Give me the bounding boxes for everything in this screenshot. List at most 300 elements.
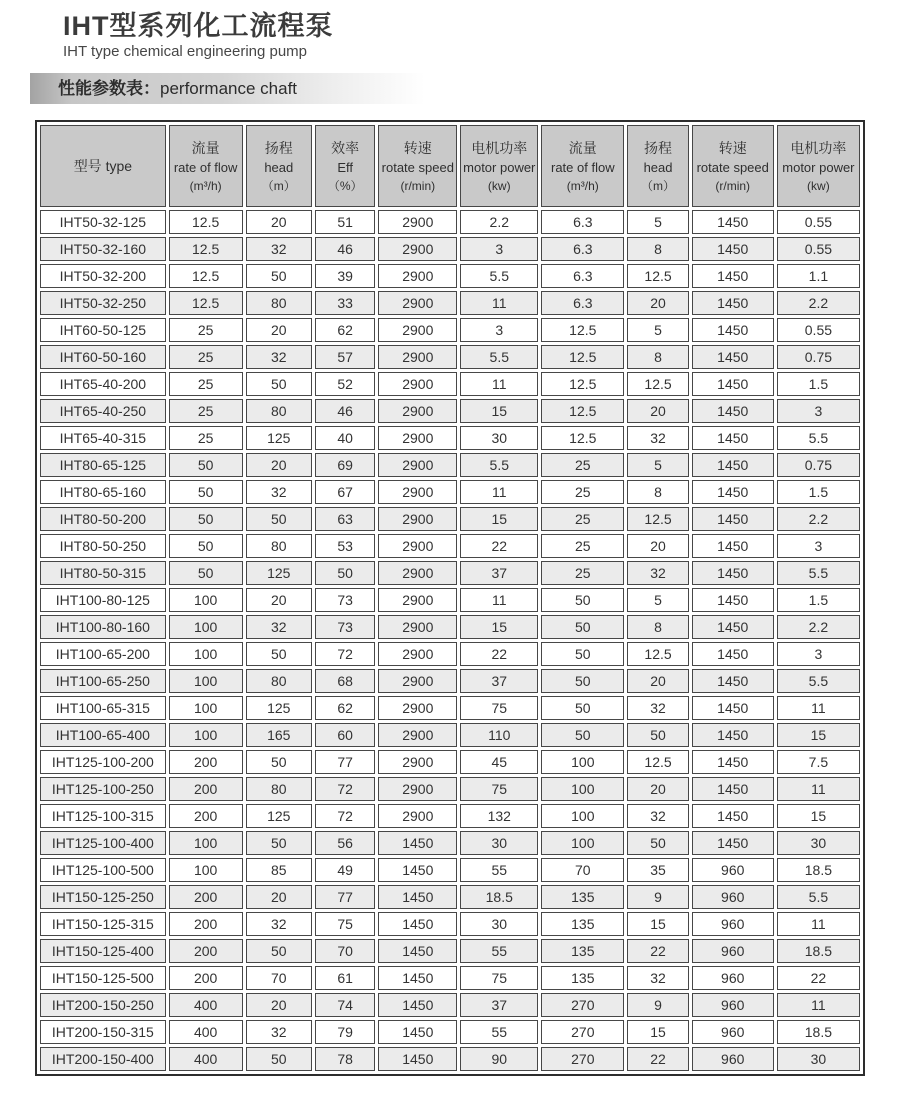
- value-cell: 2900: [378, 642, 457, 666]
- model-cell: IHT125-100-250: [40, 777, 166, 801]
- header-label-en: head: [264, 159, 294, 175]
- value-cell: 20: [627, 777, 688, 801]
- header-label-cn: 转速: [718, 139, 747, 156]
- value-cell: 2900: [378, 507, 457, 531]
- model-cell: IHT150-125-500: [40, 966, 166, 990]
- value-cell: 2900: [378, 372, 457, 396]
- value-cell: 5.5: [777, 426, 860, 450]
- value-cell: 30: [460, 912, 538, 936]
- table-row: [40, 669, 860, 693]
- value-cell: 68: [315, 669, 375, 693]
- table-row: [40, 507, 860, 531]
- model-cell: IHT125-100-200: [40, 750, 166, 774]
- value-cell: 960: [692, 939, 774, 963]
- value-cell: 11: [777, 696, 860, 720]
- model-cell: IHT125-100-400: [40, 831, 166, 855]
- model-cell: IHT65-40-250: [40, 399, 166, 423]
- model-cell: IHT100-65-400: [40, 723, 166, 747]
- value-cell: 5: [627, 453, 688, 477]
- value-cell: 12.5: [627, 750, 688, 774]
- value-cell: 5: [627, 588, 688, 612]
- value-cell: 85: [246, 858, 313, 882]
- value-cell: 1450: [692, 507, 774, 531]
- value-cell: 2900: [378, 804, 457, 828]
- table-row: [40, 1020, 860, 1044]
- model-cell: IHT100-65-200: [40, 642, 166, 666]
- model-cell: IHT80-50-315: [40, 561, 166, 585]
- table-row: [40, 912, 860, 936]
- section-banner: [30, 73, 446, 104]
- model-cell: IHT50-32-250: [40, 291, 166, 315]
- header-cell-0: [40, 125, 166, 207]
- value-cell: 45: [460, 750, 538, 774]
- value-cell: 50: [541, 588, 624, 612]
- value-cell: 960: [692, 858, 774, 882]
- header-cell-9: [777, 125, 860, 207]
- value-cell: 270: [541, 993, 624, 1017]
- value-cell: 1450: [692, 345, 774, 369]
- value-cell: 32: [627, 696, 688, 720]
- model-cell: IHT125-100-315: [40, 804, 166, 828]
- header-label-cn: 流量: [191, 139, 220, 156]
- value-cell: 1450: [692, 480, 774, 504]
- value-cell: 80: [246, 777, 313, 801]
- value-cell: 20: [246, 993, 313, 1017]
- table-row: [40, 588, 860, 612]
- value-cell: 12.5: [541, 426, 624, 450]
- value-cell: 1450: [692, 210, 774, 234]
- value-cell: 32: [246, 345, 313, 369]
- value-cell: 50: [541, 696, 624, 720]
- value-cell: 67: [315, 480, 375, 504]
- table-row: [40, 1047, 860, 1071]
- value-cell: 5.5: [777, 561, 860, 585]
- value-cell: 135: [541, 885, 624, 909]
- value-cell: 11: [777, 777, 860, 801]
- value-cell: 15: [627, 1020, 688, 1044]
- value-cell: 100: [541, 750, 624, 774]
- header-cell-3: [315, 125, 375, 207]
- value-cell: 11: [777, 912, 860, 936]
- value-cell: 30: [777, 831, 860, 855]
- value-cell: 125: [246, 426, 313, 450]
- value-cell: 0.75: [777, 453, 860, 477]
- value-cell: 22: [627, 939, 688, 963]
- value-cell: 32: [627, 561, 688, 585]
- value-cell: 2900: [378, 723, 457, 747]
- value-cell: 1450: [692, 426, 774, 450]
- value-cell: 200: [169, 885, 243, 909]
- value-cell: 12.5: [169, 237, 243, 261]
- header-cell-5: [460, 125, 538, 207]
- value-cell: 25: [541, 507, 624, 531]
- value-cell: 12.5: [627, 372, 688, 396]
- header-cell-1: [169, 125, 243, 207]
- value-cell: 51: [315, 210, 375, 234]
- table-row: [40, 453, 860, 477]
- header-cell-7: [627, 125, 688, 207]
- value-cell: 8: [627, 480, 688, 504]
- value-cell: 32: [246, 237, 313, 261]
- header-unit: (r/min): [715, 178, 751, 193]
- value-cell: 2900: [378, 453, 457, 477]
- value-cell: 200: [169, 939, 243, 963]
- table-row: [40, 237, 860, 261]
- value-cell: 61: [315, 966, 375, 990]
- value-cell: 32: [627, 804, 688, 828]
- value-cell: 50: [246, 264, 313, 288]
- value-cell: 1.5: [777, 372, 860, 396]
- value-cell: 2900: [378, 480, 457, 504]
- value-cell: 1450: [378, 1047, 457, 1071]
- value-cell: 72: [315, 804, 375, 828]
- header-cell-8: [692, 125, 774, 207]
- value-cell: 100: [169, 696, 243, 720]
- table-row: [40, 291, 860, 315]
- value-cell: 110: [460, 723, 538, 747]
- value-cell: 75: [460, 966, 538, 990]
- value-cell: 12.5: [541, 345, 624, 369]
- table-row: [40, 534, 860, 558]
- value-cell: 32: [246, 480, 313, 504]
- value-cell: 70: [315, 939, 375, 963]
- performance-table: [35, 120, 865, 1076]
- value-cell: 2900: [378, 237, 457, 261]
- title-block: [0, 0, 900, 62]
- value-cell: 50: [246, 372, 313, 396]
- value-cell: 1450: [378, 858, 457, 882]
- model-cell: IHT60-50-125: [40, 318, 166, 342]
- value-cell: 80: [246, 291, 313, 315]
- value-cell: 60: [315, 723, 375, 747]
- value-cell: 2.2: [460, 210, 538, 234]
- value-cell: 50: [169, 453, 243, 477]
- value-cell: 5.5: [777, 885, 860, 909]
- header-unit: （m）: [641, 178, 676, 193]
- value-cell: 80: [246, 669, 313, 693]
- value-cell: 1450: [692, 831, 774, 855]
- value-cell: 62: [315, 696, 375, 720]
- value-cell: 25: [169, 426, 243, 450]
- value-cell: 100: [169, 858, 243, 882]
- value-cell: 46: [315, 237, 375, 261]
- value-cell: 22: [460, 534, 538, 558]
- model-cell: IHT150-125-315: [40, 912, 166, 936]
- value-cell: 20: [627, 399, 688, 423]
- value-cell: 50: [315, 561, 375, 585]
- value-cell: 2.2: [777, 507, 860, 531]
- header-label-cn: 扬程: [644, 139, 673, 156]
- value-cell: 12.5: [169, 210, 243, 234]
- value-cell: 77: [315, 750, 375, 774]
- model-cell: IHT100-80-160: [40, 615, 166, 639]
- value-cell: 15: [460, 507, 538, 531]
- value-cell: 1450: [692, 777, 774, 801]
- value-cell: 2.2: [777, 291, 860, 315]
- value-cell: 135: [541, 939, 624, 963]
- value-cell: 100: [169, 723, 243, 747]
- value-cell: 50: [169, 480, 243, 504]
- value-cell: 30: [777, 1047, 860, 1071]
- value-cell: 50: [246, 750, 313, 774]
- table-row: [40, 615, 860, 639]
- value-cell: 69: [315, 453, 375, 477]
- value-cell: 39: [315, 264, 375, 288]
- value-cell: 1.5: [777, 480, 860, 504]
- header-cell-4: [378, 125, 457, 207]
- table-head: [40, 125, 860, 207]
- header-unit: (kw): [807, 178, 830, 193]
- value-cell: 2900: [378, 210, 457, 234]
- model-cell: IHT100-80-125: [40, 588, 166, 612]
- value-cell: 25: [169, 345, 243, 369]
- value-cell: 135: [541, 912, 624, 936]
- value-cell: 15: [460, 615, 538, 639]
- model-cell: IHT80-50-200: [40, 507, 166, 531]
- table-row: [40, 480, 860, 504]
- value-cell: 270: [541, 1020, 624, 1044]
- value-cell: 100: [541, 831, 624, 855]
- value-cell: 960: [692, 1047, 774, 1071]
- value-cell: 15: [460, 399, 538, 423]
- value-cell: 62: [315, 318, 375, 342]
- value-cell: 18.5: [460, 885, 538, 909]
- value-cell: 75: [460, 696, 538, 720]
- model-cell: IHT50-32-200: [40, 264, 166, 288]
- value-cell: 74: [315, 993, 375, 1017]
- header-label-cn: 扬程: [264, 139, 293, 156]
- value-cell: 100: [541, 777, 624, 801]
- header-unit: (kw): [487, 178, 511, 193]
- table-row: [40, 831, 860, 855]
- value-cell: 1450: [692, 318, 774, 342]
- value-cell: 80: [246, 399, 313, 423]
- value-cell: 0.75: [777, 345, 860, 369]
- header-cell-6: [541, 125, 624, 207]
- value-cell: 1450: [692, 264, 774, 288]
- value-cell: 100: [169, 615, 243, 639]
- table-row: [40, 723, 860, 747]
- value-cell: 80: [246, 534, 313, 558]
- table-body: [40, 210, 860, 1071]
- value-cell: 3: [777, 534, 860, 558]
- value-cell: 22: [460, 642, 538, 666]
- value-cell: 25: [541, 480, 624, 504]
- table-row: [40, 264, 860, 288]
- value-cell: 25: [169, 399, 243, 423]
- value-cell: 2900: [378, 264, 457, 288]
- value-cell: 55: [460, 858, 538, 882]
- header-label-en: rotate speed: [696, 159, 769, 175]
- value-cell: 5: [627, 318, 688, 342]
- value-cell: 200: [169, 804, 243, 828]
- table-row: [40, 750, 860, 774]
- value-cell: 9: [627, 993, 688, 1017]
- value-cell: 78: [315, 1047, 375, 1071]
- value-cell: 6.3: [541, 264, 624, 288]
- value-cell: 35: [627, 858, 688, 882]
- value-cell: 77: [315, 885, 375, 909]
- value-cell: 200: [169, 966, 243, 990]
- header-unit: （%）: [327, 178, 363, 193]
- value-cell: 50: [246, 831, 313, 855]
- value-cell: 12.5: [541, 399, 624, 423]
- value-cell: 3: [460, 237, 538, 261]
- model-cell: IHT100-65-250: [40, 669, 166, 693]
- value-cell: 25: [541, 453, 624, 477]
- header-unit: (m³/h): [566, 178, 599, 193]
- value-cell: 1450: [692, 696, 774, 720]
- value-cell: 6.3: [541, 237, 624, 261]
- header-label-cn: 流量: [568, 139, 597, 156]
- value-cell: 12.5: [627, 264, 688, 288]
- value-cell: 1450: [692, 615, 774, 639]
- value-cell: 2900: [378, 588, 457, 612]
- value-cell: 200: [169, 750, 243, 774]
- value-cell: 11: [460, 588, 538, 612]
- value-cell: 75: [315, 912, 375, 936]
- value-cell: 2900: [378, 426, 457, 450]
- value-cell: 0.55: [777, 237, 860, 261]
- value-cell: 1450: [378, 966, 457, 990]
- model-cell: IHT50-32-125: [40, 210, 166, 234]
- value-cell: 100: [541, 804, 624, 828]
- value-cell: 165: [246, 723, 313, 747]
- table-row: [40, 939, 860, 963]
- header-label-en: head: [643, 159, 673, 175]
- value-cell: 12.5: [627, 642, 688, 666]
- value-cell: 50: [541, 669, 624, 693]
- header-label-cn: 效率: [331, 139, 360, 156]
- value-cell: 2900: [378, 534, 457, 558]
- value-cell: 12.5: [169, 264, 243, 288]
- value-cell: 100: [169, 588, 243, 612]
- value-cell: 20: [627, 291, 688, 315]
- value-cell: 1450: [692, 453, 774, 477]
- value-cell: 125: [246, 804, 313, 828]
- value-cell: 20: [246, 588, 313, 612]
- value-cell: 2900: [378, 777, 457, 801]
- value-cell: 18.5: [777, 1020, 860, 1044]
- header-label-en: rotate speed: [381, 159, 454, 175]
- header-unit: (m³/h): [189, 178, 222, 193]
- header-label: 型号 type: [73, 158, 133, 174]
- model-cell: IHT200-150-315: [40, 1020, 166, 1044]
- header-label-cn: 电机功率: [790, 139, 847, 156]
- value-cell: 37: [460, 561, 538, 585]
- value-cell: 100: [169, 831, 243, 855]
- value-cell: 1450: [692, 588, 774, 612]
- value-cell: 57: [315, 345, 375, 369]
- value-cell: 25: [541, 561, 624, 585]
- page-title: IHT型系列化工流程泵: [63, 11, 334, 41]
- value-cell: 2900: [378, 291, 457, 315]
- value-cell: 20: [246, 453, 313, 477]
- value-cell: 15: [777, 723, 860, 747]
- table-row: [40, 345, 860, 369]
- model-cell: IHT80-50-250: [40, 534, 166, 558]
- value-cell: 2900: [378, 318, 457, 342]
- value-cell: 200: [169, 912, 243, 936]
- value-cell: 0.55: [777, 318, 860, 342]
- model-cell: IHT80-65-160: [40, 480, 166, 504]
- value-cell: 15: [627, 912, 688, 936]
- value-cell: 12.5: [627, 507, 688, 531]
- value-cell: 50: [246, 642, 313, 666]
- value-cell: 2900: [378, 669, 457, 693]
- value-cell: 72: [315, 777, 375, 801]
- value-cell: 1450: [378, 831, 457, 855]
- value-cell: 30: [460, 831, 538, 855]
- table-row: [40, 318, 860, 342]
- model-cell: IHT200-150-400: [40, 1047, 166, 1071]
- value-cell: 5.5: [460, 264, 538, 288]
- table-row: [40, 885, 860, 909]
- header-label-en: rate of flow: [551, 159, 615, 175]
- section-title-en: performance chaft: [160, 79, 298, 98]
- value-cell: 8: [627, 237, 688, 261]
- value-cell: 400: [169, 993, 243, 1017]
- value-cell: 50: [169, 534, 243, 558]
- value-cell: 2900: [378, 399, 457, 423]
- value-cell: 1450: [692, 804, 774, 828]
- value-cell: 50: [541, 615, 624, 639]
- value-cell: 25: [169, 318, 243, 342]
- value-cell: 6.3: [541, 210, 624, 234]
- header-label-cn: 电机功率: [471, 139, 528, 156]
- value-cell: 135: [541, 966, 624, 990]
- value-cell: 37: [460, 669, 538, 693]
- value-cell: 9: [627, 885, 688, 909]
- value-cell: 3: [460, 318, 538, 342]
- value-cell: 12.5: [169, 291, 243, 315]
- value-cell: 32: [246, 615, 313, 639]
- header-label-en: rate of flow: [173, 159, 238, 175]
- model-cell: IHT60-50-160: [40, 345, 166, 369]
- value-cell: 1450: [692, 291, 774, 315]
- table-row: [40, 804, 860, 828]
- value-cell: 32: [246, 912, 313, 936]
- value-cell: 132: [460, 804, 538, 828]
- header-unit: (r/min): [400, 178, 436, 193]
- value-cell: 8: [627, 615, 688, 639]
- value-cell: 960: [692, 912, 774, 936]
- value-cell: 50: [246, 939, 313, 963]
- value-cell: 37: [460, 993, 538, 1017]
- value-cell: 1.1: [777, 264, 860, 288]
- value-cell: 3: [777, 642, 860, 666]
- value-cell: 33: [315, 291, 375, 315]
- value-cell: 73: [315, 615, 375, 639]
- value-cell: 20: [627, 534, 688, 558]
- header-label-en: motor power: [782, 159, 855, 175]
- value-cell: 5.5: [460, 345, 538, 369]
- value-cell: 1450: [692, 723, 774, 747]
- value-cell: 11: [460, 372, 538, 396]
- value-cell: 100: [169, 642, 243, 666]
- value-cell: 1.5: [777, 588, 860, 612]
- model-cell: IHT65-40-200: [40, 372, 166, 396]
- value-cell: 1450: [378, 939, 457, 963]
- table-row: [40, 210, 860, 234]
- value-cell: 50: [627, 831, 688, 855]
- value-cell: 50: [541, 642, 624, 666]
- value-cell: 11: [460, 480, 538, 504]
- value-cell: 2900: [378, 345, 457, 369]
- value-cell: 50: [169, 507, 243, 531]
- value-cell: 20: [246, 318, 313, 342]
- value-cell: 56: [315, 831, 375, 855]
